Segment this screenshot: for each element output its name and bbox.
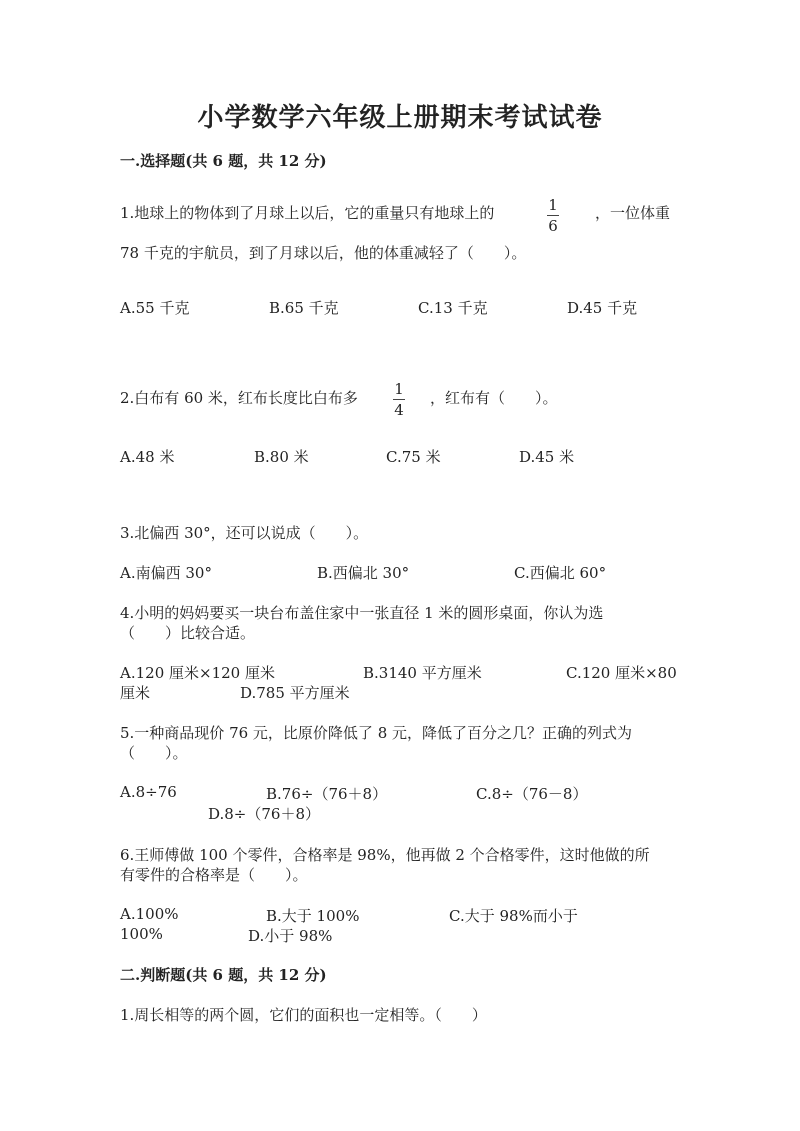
option-c-cont: 厘米 — [120, 684, 151, 702]
option-b: B.大于 100% — [266, 907, 360, 925]
option-b: B.3140 平方厘米 — [363, 664, 482, 682]
question-5-text: 5.一种商品现价 76 元，比原价降低了 8 元，降低了百分之几？正确的列式为 — [120, 724, 633, 742]
option-b: B.80 米 — [254, 448, 309, 466]
option-a: A.120 厘米×120 厘米 — [120, 664, 275, 682]
fraction-bar — [547, 215, 559, 216]
fraction-numerator: 1 — [548, 196, 558, 214]
option-c: C.13 千克 — [418, 299, 488, 317]
option-a: A.南偏西 30° — [120, 564, 212, 582]
option-d: D.小于 98% — [248, 927, 333, 945]
fraction-denominator: 6 — [548, 217, 558, 235]
judgement-1-text: 1.周长相等的两个圆，它们的面积也一定相等。（ ） — [120, 1006, 487, 1024]
option-d: D.45 米 — [519, 448, 575, 466]
option-a: A.100% — [120, 905, 179, 923]
option-c-cont: 100% — [120, 925, 163, 943]
option-c: C.8÷（76－8） — [476, 785, 588, 803]
question-2-fraction — [393, 381, 405, 418]
fraction-bar — [393, 399, 405, 400]
page-title: 小学数学六年级上册期末考试试卷 — [197, 103, 603, 133]
option-d: D.8÷（76＋8） — [208, 805, 321, 823]
option-c: C.大于 98%而小于 — [449, 907, 578, 925]
fraction-denominator: 4 — [394, 401, 404, 419]
fraction-numerator: 1 — [394, 380, 404, 398]
question-1-text-cont: ，一位体重 — [595, 204, 671, 222]
option-d: D.785 平方厘米 — [240, 684, 350, 702]
option-d: D.45 千克 — [567, 299, 638, 317]
question-1-line2: 78 千克的宇航员，到了月球以后，他的体重减轻了（ ）。 — [120, 244, 527, 262]
question-2-text: 2.白布有 60 米，红布长度比白布多 — [120, 389, 358, 407]
option-a: A.8÷76 — [120, 783, 177, 801]
question-6-text: 6.王师傅做 100 个零件，合格率是 98%，他再做 2 个合格零件，这时他做的所 — [120, 846, 650, 864]
question-2-text-cont: ，红布有（ ）。 — [430, 389, 558, 407]
section-heading-judgement: 二.判断题(共 6 题，共 12 分) — [120, 966, 327, 984]
option-c: C.120 厘米×80 — [566, 664, 677, 682]
question-1-text: 1.地球上的物体到了月球上以后，它的重量只有地球上的 — [120, 204, 495, 222]
question-4-line2: （ ）比较合适。 — [120, 624, 256, 642]
option-c: C.75 米 — [386, 448, 441, 466]
option-b: B.65 千克 — [269, 299, 339, 317]
option-b: B.西偏北 30° — [317, 564, 410, 582]
option-b: B.76÷（76＋8） — [266, 785, 388, 803]
question-6-line2: 有零件的合格率是（ ）。 — [120, 866, 308, 884]
option-a: A.55 千克 — [120, 299, 190, 317]
question-1-fraction — [547, 197, 559, 234]
question-5-line2: （ ）。 — [120, 744, 188, 762]
option-c: C.西偏北 60° — [514, 564, 607, 582]
option-a: A.48 米 — [120, 448, 175, 466]
section-heading-choice: 一.选择题(共 6 题，共 12 分) — [120, 152, 327, 170]
question-4-text: 4.小明的妈妈要买一块台布盖住家中一张直径 1 米的圆形桌面，你认为选 — [120, 604, 604, 622]
question-3-text: 3.北偏西 30°，还可以说成（ ）。 — [120, 524, 369, 542]
